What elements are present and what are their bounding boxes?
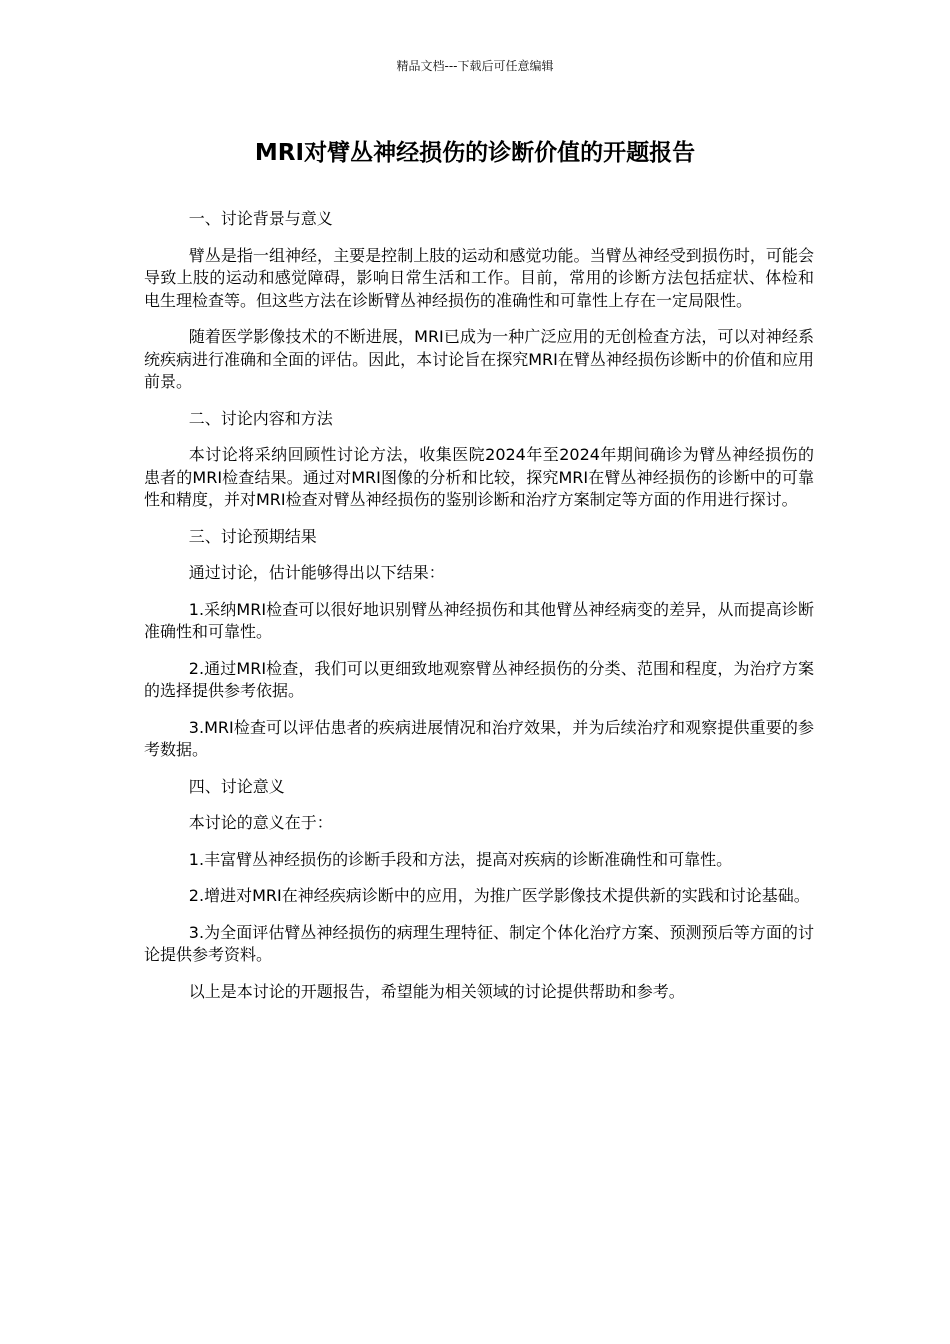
document-title: MRI对臂丛神经损伤的诊断价值的开题报告 [254, 140, 696, 166]
paragraph: 臂丛是指一组神经，主要是控制上肢的运动和感觉功能。当臂丛神经受到损伤时，可能会导致上肢的运动和感觉障碍，影响日常生活和工作。目前，常用的诊断方法包括症状、体检和电生理检查等。但这些方法在诊断臂丛神经损伤的准确性和可靠性上存在一定局限性。 [144, 245, 814, 310]
paragraph: 本讨论将采纳回顾性讨论方法，收集医院2024年至2024年期间确诊为臂丛神经损伤的患者的MRI检查结果。通过对MRI图像的分析和比较，探究MRI在臂丛神经损伤的诊断中的可靠性和精度，并对MRI检查对臂丛神经损伤的鉴别诊断和治疗方案制定等方面的作用进行探讨。 [144, 445, 814, 509]
list-item: 1.采纳MRI检查可以很好地识别臂丛神经损伤和其他臂丛神经病变的差异，从而提高诊断准确性和可靠性。 [144, 599, 814, 641]
section-heading: 二、讨论内容和方法 [188, 408, 333, 428]
list-item: 3.MRI检查可以评估患者的疾病进展情况和治疗效果，并为后续治疗和观察提供重要的参考数据。 [144, 717, 814, 759]
list-item: 1.丰富臂丛神经损伤的诊断手段和方法，提高对疾病的诊断准确性和可靠性。 [188, 849, 733, 869]
list-item: 2.增进对MRI在神经疾病诊断中的应用，为推广医学影像技术提供新的实践和讨论基础。 [188, 886, 810, 905]
list-item: 2.通过MRI检查，我们可以更细致地观察臂丛神经损伤的分类、范围和程度，为治疗方案的选择提供参考依据。 [144, 658, 814, 700]
section-heading: 一、讨论背景与意义 [188, 209, 333, 228]
section-heading: 四、讨论意义 [188, 776, 285, 796]
paragraph: 随着医学影像技术的不断进展，MRI已成为一种广泛应用的无创检查方法，可以对神经系统疾病进行准确和全面的评估。因此，本讨论旨在探究MRI在臂丛神经损伤诊断中的价值和应用前景。 [144, 327, 814, 391]
list-item: 3.为全面评估臂丛神经损伤的病理生理特征、制定个体化治疗方案、预测预后等方面的讨论提供参考资料。 [144, 922, 814, 964]
section-heading: 三、讨论预期结果 [188, 526, 317, 546]
paragraph: 本讨论的意义在于： [188, 813, 333, 832]
closing-paragraph: 以上是本讨论的开题报告，希望能为相关领域的讨论提供帮助和参考。 [188, 981, 685, 1001]
document-body [144, 208, 814, 1017]
paragraph: 通过讨论，估计能够得出以下结果： [188, 563, 445, 582]
header-note: 精品文档---下载后可任意编辑 [396, 59, 554, 73]
